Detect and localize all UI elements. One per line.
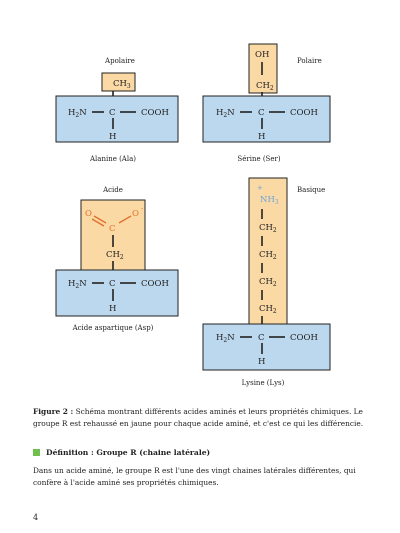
lysine-ammonium-label: $NH_3$ xyxy=(260,195,279,206)
lysine-positive-charge: + xyxy=(257,184,263,192)
serine-oh-label: OH xyxy=(255,50,270,60)
alanine-amine-label: $H_2N$ xyxy=(68,108,87,119)
asp-carboxyl-carbon: C xyxy=(109,224,116,234)
alanine-r-group-label: $CH_3$ xyxy=(113,79,131,90)
asp-oxygen-right: O xyxy=(132,209,139,219)
lysine-ch2-label-2: $CH_2$ xyxy=(259,250,277,261)
lysine-ch2-label-4: $CH_2$ xyxy=(259,304,277,315)
lysine-acid-label: COOH xyxy=(290,333,318,343)
figure-caption-text: Schéma montrant différents acides aminés et leurs propriétés chimiques. Le groupe R est rehaussé en jaune pour chaque acide aminé, et c'est ce qui les différencie. xyxy=(33,407,364,428)
lysine-hydrogen: H xyxy=(258,357,266,367)
alanine-name: Alanine (Ala) xyxy=(89,155,137,163)
asp-category-label: Acide xyxy=(103,186,123,194)
serine-structure xyxy=(203,44,330,163)
asp-hydrogen: H xyxy=(109,304,117,314)
alanine-acid-label: COOH xyxy=(141,108,169,118)
lysine-name: Lysine (Lys) xyxy=(241,379,285,387)
serine-hydrogen: H xyxy=(258,132,266,142)
serine-name: Sérine (Ser) xyxy=(237,155,281,163)
lysine-structure xyxy=(203,178,330,387)
definition-title: Définition : Groupe R (chaine latérale) xyxy=(46,447,211,457)
definition-marker-icon xyxy=(33,449,40,456)
figure-label: Figure 2 : xyxy=(33,407,74,416)
alanine-structure xyxy=(56,57,178,163)
asp-negative-charge: - xyxy=(141,205,144,213)
alanine-category-label: Apolaire xyxy=(105,57,135,65)
lysine-amine-label: $H_2N$ xyxy=(216,333,235,344)
asp-amine-label: $H_2N$ xyxy=(68,279,87,290)
asp-ch2-label: $CH_2$ xyxy=(106,250,124,261)
figure-caption xyxy=(33,406,373,430)
asp-oxygen-left: O xyxy=(85,209,92,219)
alanine-alpha-carbon: C xyxy=(109,108,116,118)
asp-acid-label: COOH xyxy=(141,279,169,289)
asp-alpha-carbon: C xyxy=(109,279,116,289)
alanine-hydrogen: H xyxy=(109,132,117,142)
page-number: 4 xyxy=(33,513,39,522)
asp-name: Acide aspartique (Asp) xyxy=(72,324,154,332)
lysine-alpha-carbon: C xyxy=(258,333,265,343)
serine-ch2-label: $CH_2$ xyxy=(256,81,274,92)
lysine-category-label: Basique xyxy=(297,186,326,194)
lysine-ch2-label-1: $CH_2$ xyxy=(259,223,277,234)
alanine-backbone-box xyxy=(56,96,178,142)
serine-backbone-box xyxy=(203,96,330,142)
serine-acid-label: COOH xyxy=(290,108,318,118)
lysine-backbone-box xyxy=(203,324,330,370)
lysine-ch2-label-3: $CH_2$ xyxy=(259,277,277,288)
definition-heading xyxy=(33,446,210,458)
aspartic-acid-structure xyxy=(56,186,178,332)
serine-category-label: Polaire xyxy=(297,57,322,65)
serine-alpha-carbon: C xyxy=(258,108,265,118)
asp-backbone-box xyxy=(56,270,178,316)
definition-body: Dans un acide aminé, le groupe R est l'une des vingt chaines latérales différentes, qui confère à l'acide aminé ses propriétés chimiques. xyxy=(33,466,356,487)
serine-amine-label: $H_2N$ xyxy=(216,108,235,119)
